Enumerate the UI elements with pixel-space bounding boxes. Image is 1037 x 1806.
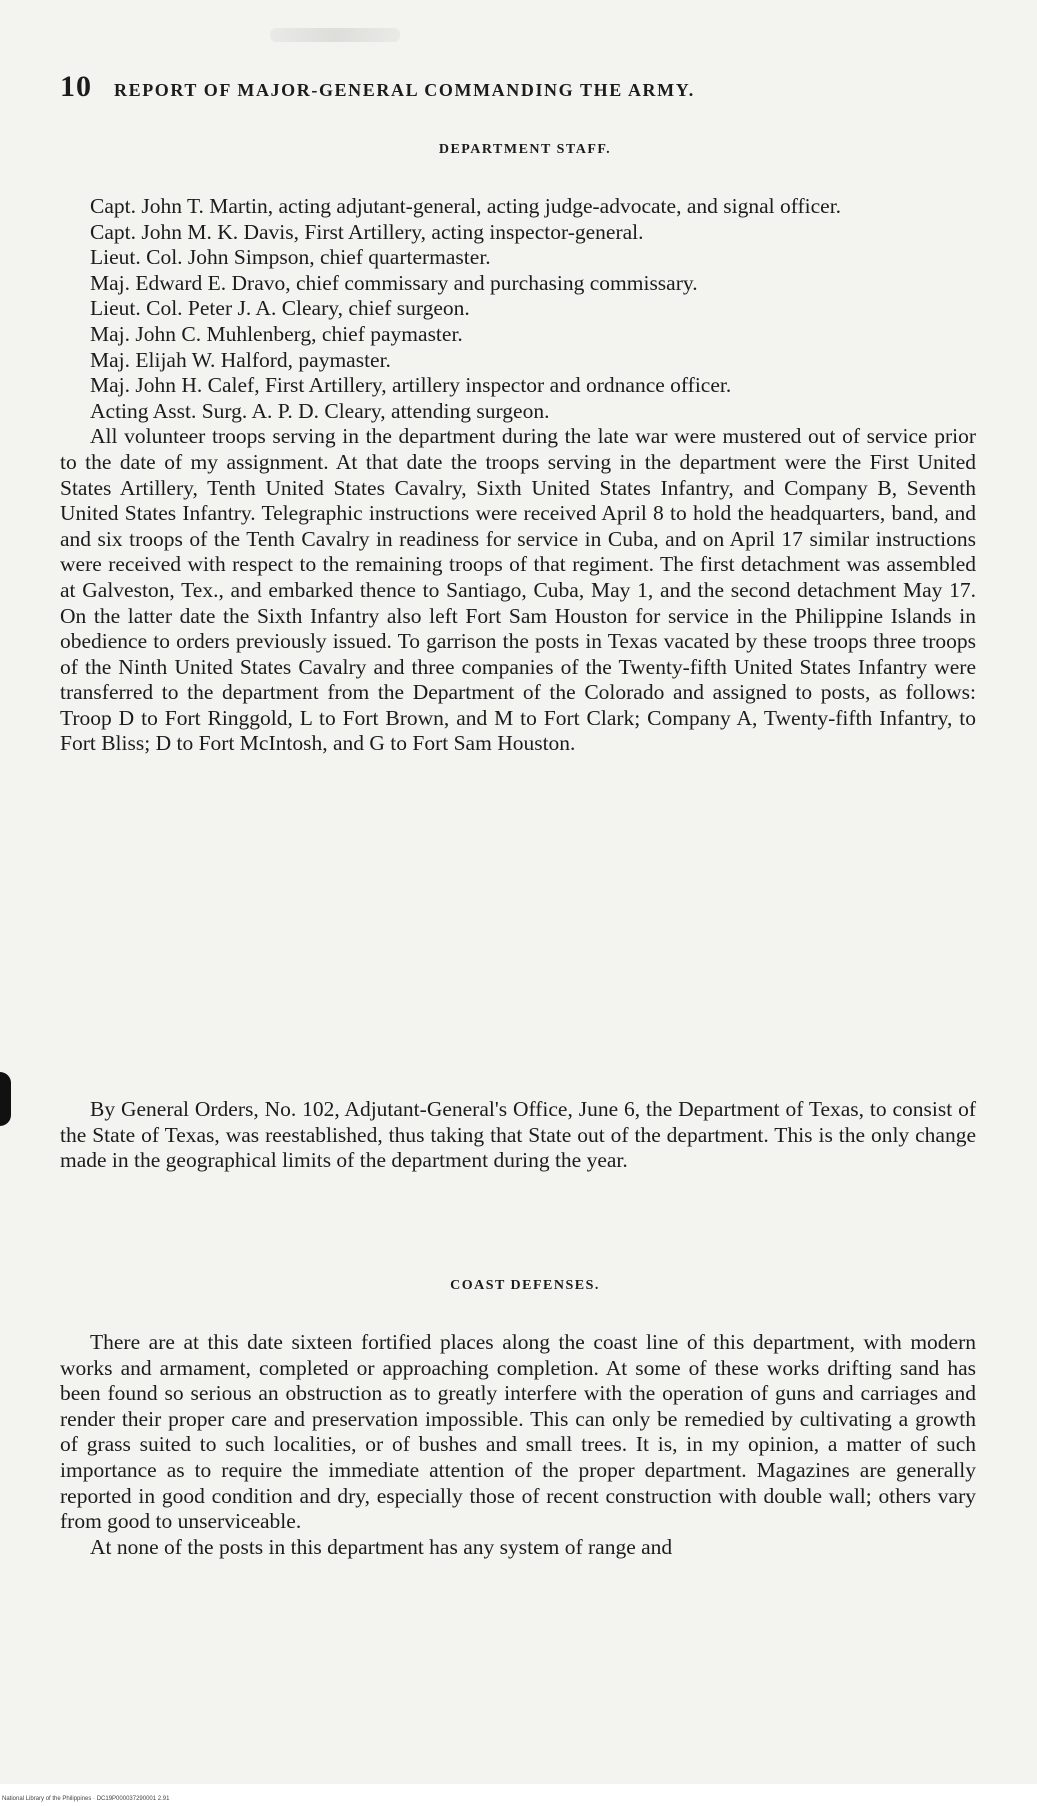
staff-entry: Maj. Edward E. Dravo, chief commissary and purchasing commissary. [90,270,698,295]
body-paragraph: At none of the posts in this department has any system of range and [90,1534,673,1559]
scan-footer [0,1784,1037,1806]
department-staff-heading: DEPARTMENT STAFF. [438,142,612,157]
staff-entry: Maj. John H. Calef, First Artillery, artillery inspector and ordnance officer. [90,373,732,398]
staff-entry: Lieut. Col. Peter J. A. Cleary, chief surgeon. [90,296,470,321]
page-header [60,70,990,104]
coast-defenses-text [60,1330,976,1560]
staff-entry: Acting Asst. Surg. A. P. D. Cleary, attending surgeon. [90,398,550,423]
scan-footer-text: National Library of the Philippines · DC19P000037290001 2.91 [2,1796,170,1802]
body-paragraph: By General Orders, No. 102, Adjutant-General's Office, June 6, the Department of Texas, to consist of the State of Texas, was reestablished, thus taking that State out of the department. This is the only change made in the geographical limits of the department during the year. [60,1097,976,1173]
body-paragraph: All volunteer troops serving in the department during the late war were mustered out of service prior to the date of my assignment. At that date the troops serving in the department were the First United States Artillery, Tenth United States Cavalry, Sixth United States Infantry, and Company B, Seventh United States Infantry. Telegraphic instructions were received April 8 to hold the headquarters, band, and and six troops of the Tenth Cavalry in readiness for service in Cuba, and on April 17 similar instructions were received with respect to the remaining troops of that regiment. The first detachment was assembled at Galveston, Tex., and embarked thence to Santiago, Cuba, May 1, and the second detachment May 17. On the latter date the Sixth Infantry also left Fort Sam Houston for service in the Philippine Islands in obedience to orders previously issued. To garrison the posts in Texas vacated by these troops three troops of the Ninth United States Cavalry and three companies of the Twenty-fifth United States Infantry were transferred to the department from the Department of the Colorado and assigned to posts, as follows: Troop D to Fort Ringgold, L to Fort Brown, and M to Fort Clark; Company A, Twenty-fifth Infantry, to Fort Bliss; D to Fort McIntosh, and G to Fort Sam Houston. [60,424,976,756]
margin-ink-blot [0,1072,11,1126]
staff-list [60,194,976,757]
running-title: REPORT OF MAJOR-GENERAL COMMANDING THE ARMY. [114,80,695,100]
general-orders-block [60,1097,976,1174]
staff-entry: Maj. Elijah W. Halford, paymaster. [90,347,391,372]
staff-entry: Lieut. Col. John Simpson, chief quartermaster. [90,245,491,270]
bleed-through-mark [270,28,400,42]
staff-entry: Maj. John C. Muhlenberg, chief paymaster. [90,321,463,346]
coast-defenses-heading: COAST DEFENSES. [450,1278,600,1293]
staff-entry: Capt. John T. Martin, acting adjutant-general, acting judge-advocate, and signal officer. [90,194,842,218]
staff-entry: Capt. John M. K. Davis, First Artillery, acting inspector-general. [90,219,644,244]
page-number: 10 [60,70,92,103]
body-paragraph: There are at this date sixteen fortified places along the coast line of this department, with modern works and armament, completed or approaching completion. At some of these works drifting sand has been found so serious an obstruction as to greatly interfere with the operation of guns and carriages and render their proper care and preservation impossible. This can only be remedied by cultivating a growth of grass suited to such localities, or of bushes and small trees. It is, in my opinion, a matter of such importance as to require the immediate attention of the proper department. Magazines are generally reported in good condition and dry, especially those of recent construction with double wall; others vary from good to unserviceable. [60,1330,976,1534]
